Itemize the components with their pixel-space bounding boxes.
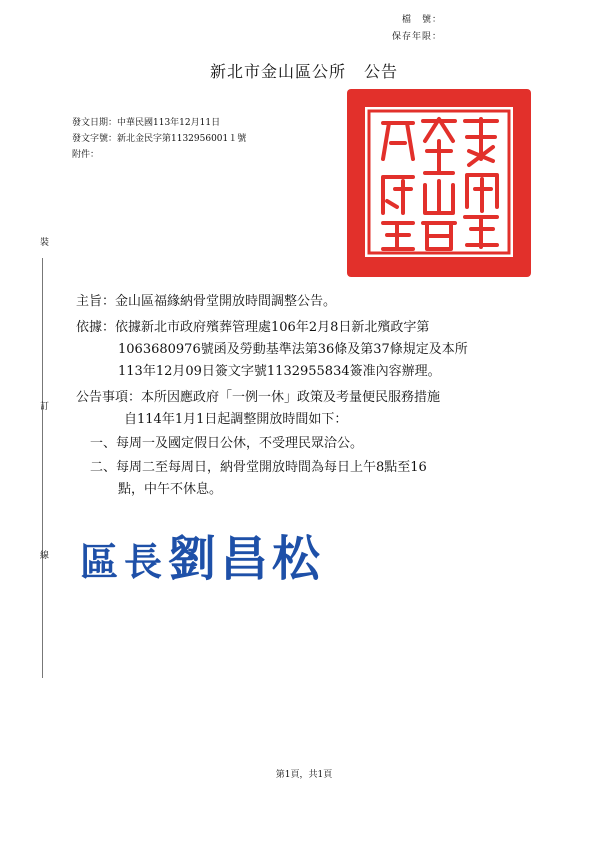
- document-title: [0, 59, 608, 82]
- basis-line-1: 依據：依據新北市政府殯葬管理處106年2月8日新北殯政字第: [76, 320, 430, 335]
- basis-line-3: 113年12月09日簽文字號1132955834簽准內容辦理。: [118, 364, 441, 379]
- basis-line-2: 1063680976號函及勞動基準法第36條及第37條規定及本所: [118, 342, 468, 357]
- page-number: 第1頁，共1頁: [275, 770, 333, 780]
- official-seal-stamp: [347, 89, 531, 277]
- agency-name: 新北市金山區公所: [209, 62, 346, 81]
- signature-name: 劉昌松: [168, 531, 325, 587]
- binding-mark-2: 訂: [40, 402, 50, 412]
- binding-mark-3: 線: [40, 551, 50, 561]
- binding-line: [42, 258, 43, 678]
- notice-line-2: 自114年1月1日起調整開放時間如下：: [124, 412, 348, 427]
- binding-mark-1: 裝: [40, 238, 50, 248]
- attachment: 附件：: [72, 150, 100, 160]
- notice-line-1: 公告事項：本所因應政府「一例一休」政策及考量便民服務措施: [76, 390, 441, 405]
- document-type: 公告: [364, 62, 399, 81]
- notice-item-2-line-2: 點，中午不休息。: [118, 482, 223, 497]
- subject-line: 主旨：金山區福緣納骨堂開放時間調整公告。: [76, 294, 337, 309]
- issue-date: 發文日期：中華民國113年12月11日: [72, 118, 221, 128]
- retention-row: 保存年限 ：: [362, 28, 472, 45]
- notice-item-1: 一、每周一及國定假日公休，不受理民眾洽公。: [90, 436, 364, 451]
- notice-item-2-line-1: 二、每周二至每周日，納骨堂開放時間為每日上午8點至16: [90, 460, 427, 475]
- document-number: 發文字號：新北金民字第1132956001１號: [72, 134, 247, 144]
- file-number-label: 檔 號: [401, 14, 432, 25]
- file-number-row: 檔 號 ：: [362, 11, 472, 28]
- document-meta: [72, 115, 246, 163]
- seal-glyphs: [347, 89, 531, 277]
- retention-label: 保存年限: [391, 31, 432, 42]
- archive-info: [362, 11, 472, 45]
- signature-title: 區長: [80, 539, 169, 584]
- mayor-signature: [80, 520, 324, 589]
